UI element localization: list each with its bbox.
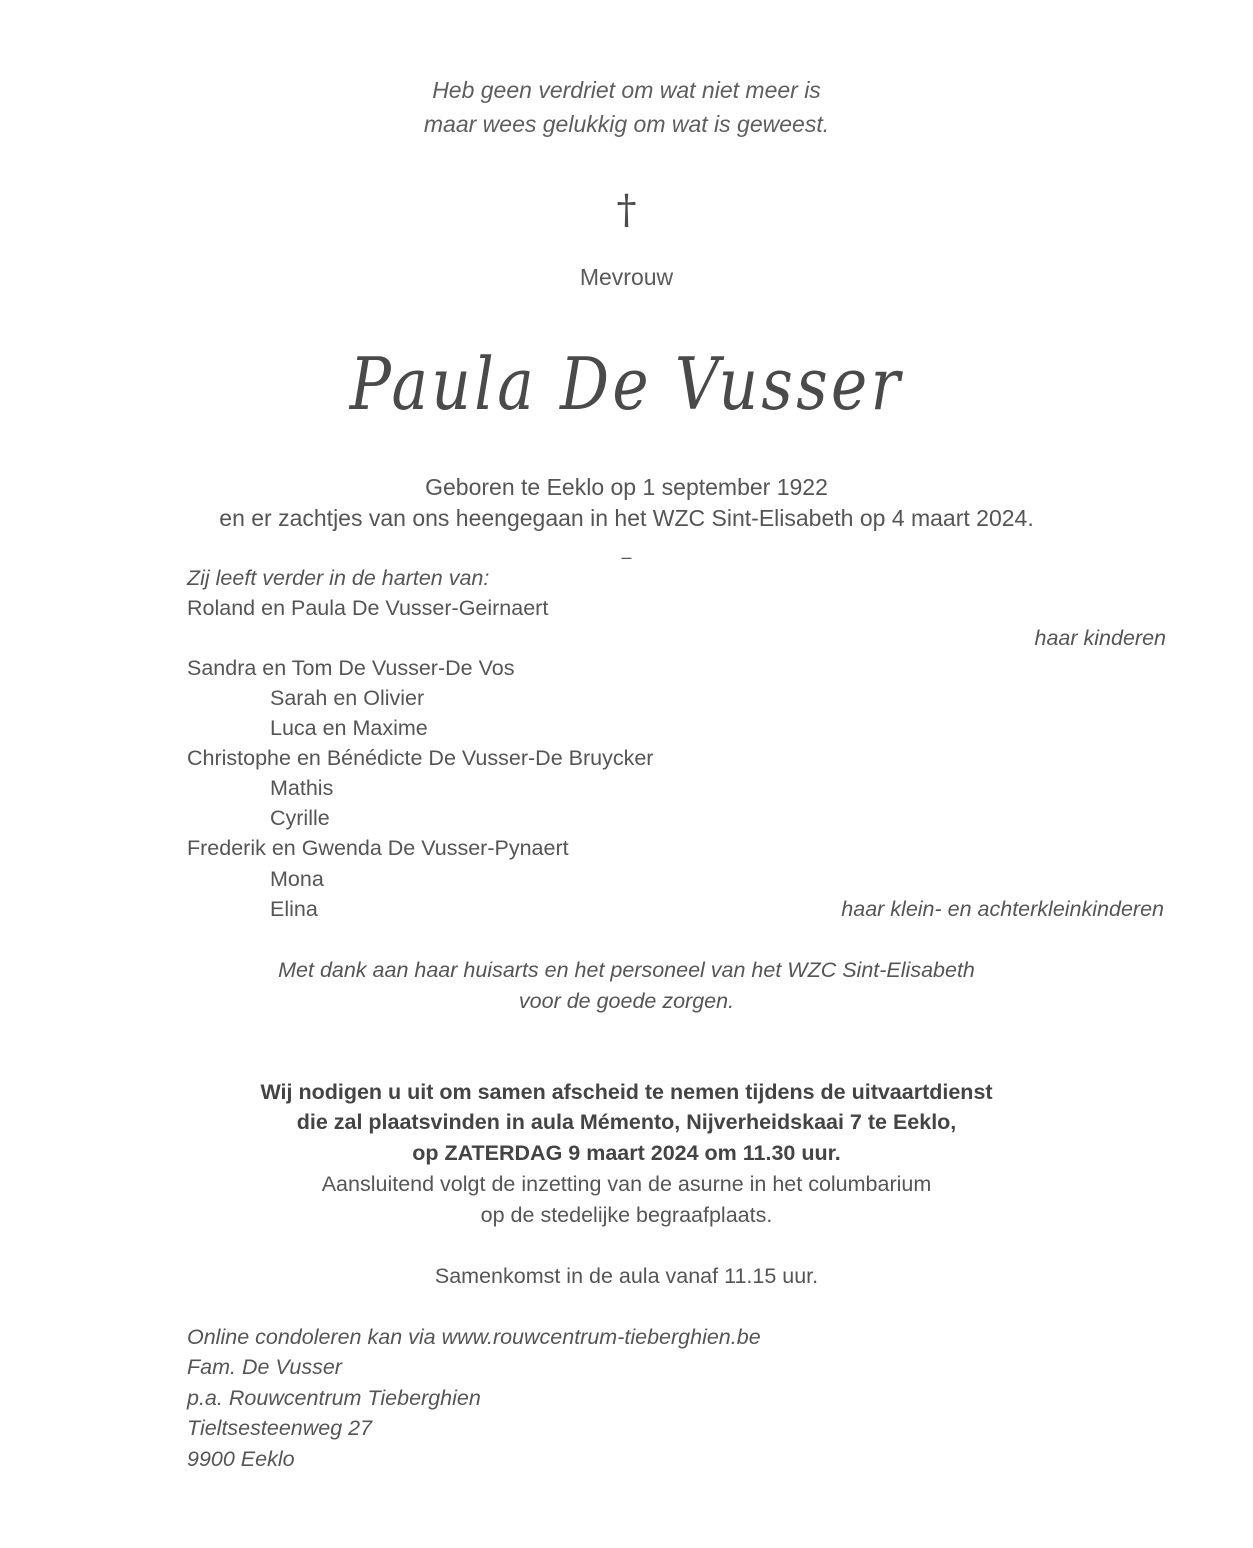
title-word: Mevrouw — [579, 264, 674, 290]
family-line-grandchild: Cyrille — [270, 806, 330, 830]
separator-dash: – — [621, 547, 632, 567]
family-line-grandchild: Sarah en Olivier — [270, 686, 425, 710]
family-line-child: Roland en Paula De Vusser-Geirnaert — [187, 596, 549, 620]
family-intro: Zij leeft verder in de harten van: — [187, 566, 490, 590]
cross-icon: † — [616, 187, 637, 233]
invitation-line-3: op ZATERDAG 9 maart 2024 om 11.30 uur. — [412, 1141, 841, 1165]
invitation-line-4: Aansluitend volgt de inzetting van de asurne in het columbarium — [321, 1172, 932, 1196]
contact-care-of: p.a. Rouwcentrum Tieberghien — [187, 1386, 481, 1410]
thanks-line-2: voor de goede zorgen. — [518, 989, 735, 1013]
gathering-line: Samenkomst in de aula vanaf 11.15 uur. — [434, 1264, 819, 1288]
contact-city: 9900 Eeklo — [187, 1447, 295, 1471]
family-line-child: Christophe en Bénédicte De Vusser-De Bruycker — [187, 746, 654, 770]
death-line: en er zachtjes van ons heengegaan in het WZC Sint-Elisabeth op 4 maart 2024. — [219, 505, 1034, 531]
grandchildren-label: haar klein- en achterkleinkinderen — [841, 897, 1164, 921]
family-line-child: Sandra en Tom De Vusser-De Vos — [187, 656, 515, 680]
invitation-line-1: Wij nodigen u uit om samen afscheid te nemen tijdens de uitvaartdienst — [260, 1080, 993, 1104]
quote-line-1: Heb geen verdriet om wat niet meer is — [432, 77, 821, 103]
online-condolence-line: Online condoleren kan via www.rouwcentrum-tieberghien.be — [187, 1325, 761, 1349]
children-label: haar kinderen — [1034, 626, 1166, 650]
thanks-line-1: Met dank aan haar huisarts en het personeel van het WZC Sint-Elisabeth — [278, 958, 975, 982]
contact-street: Tieltsesteenweg 27 — [187, 1416, 373, 1440]
deceased-name: Paula De Vusser — [349, 342, 904, 426]
invitation-line-5: op de stedelijke begraafplaats. — [480, 1203, 773, 1227]
contact-family: Fam. De Vusser — [187, 1355, 342, 1379]
family-line-grandchild: Mona — [270, 867, 324, 891]
family-line-grandchild: Luca en Maxime — [270, 716, 428, 740]
family-line-grandchild: Elina — [270, 897, 318, 921]
invitation-line-2: die zal plaatsvinden in aula Mémento, Nijverheidskaai 7 te Eeklo, — [296, 1110, 957, 1134]
quote-line-2: maar wees gelukkig om wat is geweest. — [423, 111, 830, 137]
family-line-grandchild: Mathis — [270, 776, 334, 800]
birth-line: Geboren te Eeklo op 1 september 1922 — [425, 474, 828, 500]
family-line-child: Frederik en Gwenda De Vusser-Pynaert — [187, 836, 569, 860]
